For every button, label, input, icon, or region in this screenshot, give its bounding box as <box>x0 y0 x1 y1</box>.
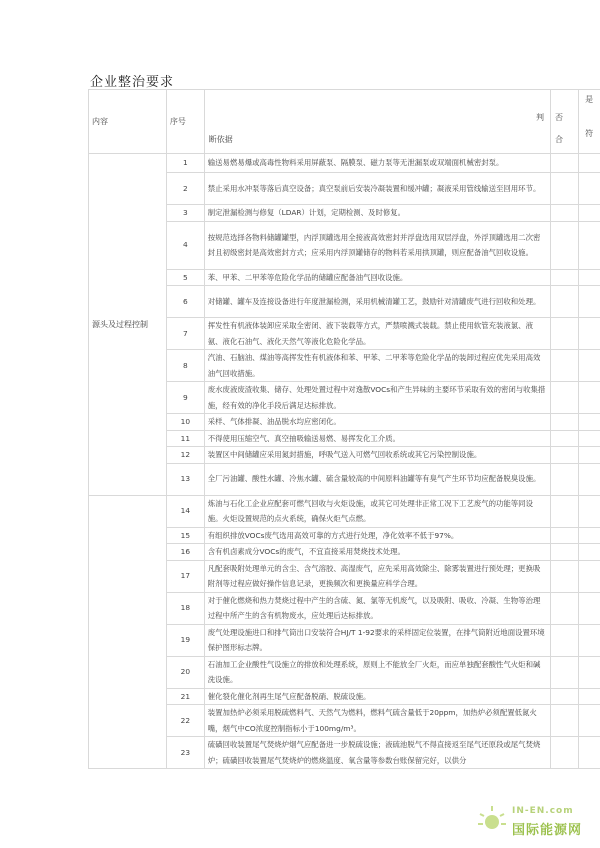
row-no-cell <box>551 350 579 382</box>
row-text: 苯、甲苯、二甲苯等危险化学品的储罐应配备油气回收设施。 <box>204 269 550 286</box>
row-text: 装置加热炉必须采用脱硫燃料气、天然气为燃料，燃料气硫含量低于20ppm，加热炉必须配置低氮火嘴，烟气中CO浓度控制指标小于100mg/m³。 <box>204 705 550 737</box>
row-no-cell <box>551 656 579 688</box>
row-number: 10 <box>166 414 204 431</box>
header-seq: 序号 <box>166 90 204 154</box>
row-no-cell <box>551 527 579 544</box>
row-no-cell <box>551 463 579 495</box>
row-number: 5 <box>166 269 204 286</box>
row-text: 按规范选择各物料储罐罐型，内浮顶罐选用全接液高效密封并浮盘选用双层浮盘，外浮顶罐选用二次密封且初级密封是高效密封方式；应采用内浮顶罐储存的物料若采用拱顶罐，则应配备油气回收设施。 <box>204 221 550 269</box>
row-yes-cell <box>579 592 600 624</box>
row-number: 16 <box>166 544 204 561</box>
row-yes-cell <box>579 173 600 205</box>
row-number: 3 <box>166 205 204 222</box>
header-no-cell <box>551 90 579 154</box>
watermark <box>470 800 590 840</box>
row-yes-cell <box>579 495 600 527</box>
row-number: 17 <box>166 560 204 592</box>
row-number: 19 <box>166 624 204 656</box>
header-content: 内容 <box>89 90 167 154</box>
row-yes-cell <box>579 286 600 318</box>
row-yes-cell <box>579 527 600 544</box>
row-number: 8 <box>166 350 204 382</box>
table-header-row <box>89 90 600 154</box>
row-yes-cell <box>579 737 600 769</box>
sun-logo-icon <box>476 804 508 836</box>
row-text: 装置区中间储罐应采用氮封措施，呼吸气送入可燃气回收系统或其它污染控制设施。 <box>204 447 550 464</box>
row-text: 废气处理设施进口和排气筒出口安装符合HJ/T 1-92要求的采样固定位装置，在排气筒附近地面设置环境保护图形标志牌。 <box>204 624 550 656</box>
row-number: 22 <box>166 705 204 737</box>
row-yes-cell <box>579 269 600 286</box>
watermark-line1: IN-EN.com <box>512 806 574 816</box>
header-basis-cell <box>204 90 550 154</box>
row-no-cell <box>551 221 579 269</box>
row-yes-cell <box>579 463 600 495</box>
row-no-cell <box>551 544 579 561</box>
row-number: 1 <box>166 154 204 173</box>
row-no-cell <box>551 382 579 414</box>
header-fu: 符 <box>585 129 594 138</box>
row-number: 11 <box>166 430 204 447</box>
row-no-cell <box>551 414 579 431</box>
table-row <box>89 495 600 527</box>
table-row <box>89 154 600 173</box>
row-yes-cell <box>579 205 600 222</box>
row-number: 7 <box>166 318 204 350</box>
row-number: 4 <box>166 221 204 269</box>
row-yes-cell <box>579 382 600 414</box>
category-cell-empty <box>89 495 167 769</box>
row-yes-cell <box>579 656 600 688</box>
row-text: 炼油与石化工企业应配套可燃气回收与火炬设施，或其它可处理非正常工况下工艺废气的功能等同设施。火炬设置规范的点火系统，确保火炬气点燃。 <box>204 495 550 527</box>
row-number: 15 <box>166 527 204 544</box>
row-yes-cell <box>579 544 600 561</box>
row-text: 汽油、石脑油、煤油等高挥发性有机液体和苯、甲苯、二甲苯等危险化学品的装卸过程应优先采用高效油气回收措施。 <box>204 350 550 382</box>
row-text: 采样、气体排凝、油品脱水均应密闭化。 <box>204 414 550 431</box>
row-text: 不得使用压缩空气、真空抽吸输送易燃、易挥发化工介质。 <box>204 430 550 447</box>
row-no-cell <box>551 737 579 769</box>
row-yes-cell <box>579 624 600 656</box>
row-number: 21 <box>166 688 204 705</box>
row-yes-cell <box>579 447 600 464</box>
row-no-cell <box>551 173 579 205</box>
row-no-cell <box>551 705 579 737</box>
row-no-cell <box>551 269 579 286</box>
row-text: 对储罐、罐车及连接设备进行年度泄漏检测，采用机械清罐工艺，鼓励针对清罐废气进行回收和处理。 <box>204 286 550 318</box>
row-text: 输送易燃易爆或高毒性物料采用屏蔽泵、隔膜泵、磁力泵等无泄漏泵或双端面机械密封泵。 <box>204 154 550 173</box>
row-number: 2 <box>166 173 204 205</box>
row-text: 全厂污油罐、酸性水罐、冷焦水罐、硫含量较高的中间原料油罐等有臭气产生环节均应配备脱臭设施。 <box>204 463 550 495</box>
row-no-cell <box>551 592 579 624</box>
row-text: 有组织排放VOCs废气选用高效可靠的方式进行处理，净化效率不低于97%。 <box>204 527 550 544</box>
header-yes-cell <box>579 90 600 154</box>
row-no-cell <box>551 495 579 527</box>
row-yes-cell <box>579 221 600 269</box>
row-number: 12 <box>166 447 204 464</box>
row-number: 23 <box>166 737 204 769</box>
row-number: 9 <box>166 382 204 414</box>
header-he: 合 <box>555 134 564 144</box>
row-no-cell <box>551 318 579 350</box>
row-yes-cell <box>579 414 600 431</box>
category-cell: 源头及过程控制 <box>89 154 167 496</box>
row-yes-cell <box>579 705 600 737</box>
row-yes-cell <box>579 318 600 350</box>
row-no-cell <box>551 205 579 222</box>
row-text: 禁止采用水冲泵等落后真空设备；真空泵前后安装冷凝装置和缓冲罐；凝液采用管线输送至回用环节。 <box>204 173 550 205</box>
row-yes-cell <box>579 560 600 592</box>
row-text: 含有机卤素成分VOCs的废气，不宜直接采用焚烧技术处理。 <box>204 544 550 561</box>
row-no-cell <box>551 560 579 592</box>
row-text: 石油加工企业酸性气设施立的排放和处理系统，原则上不能放全厂火炬，而应单独配套酸性气火炬和碱洗设施。 <box>204 656 550 688</box>
header-shi: 是 <box>585 95 594 104</box>
row-no-cell <box>551 624 579 656</box>
row-number: 13 <box>166 463 204 495</box>
row-text: 废水废液废渣收集、储存、处理处置过程中对逸散VOCs和产生异味的主要环节采取有效的密闭与收集措施，经有效的净化手段后满足达标排放。 <box>204 382 550 414</box>
row-number: 20 <box>166 656 204 688</box>
row-no-cell <box>551 688 579 705</box>
row-text: 硫磺回收装置尾气焚烧炉烟气应配备进一步脱硫设施；液硫池脱气不得直接返至尾气还原段或尾气焚烧炉；硫磺回收装置尾气焚烧炉的燃烧温度、氧含量等参数台账保留完好，以供分 <box>204 737 550 769</box>
row-no-cell <box>551 447 579 464</box>
watermark-line2: 国际能源网 <box>512 823 583 838</box>
header-fou: 否 <box>555 113 564 122</box>
row-yes-cell <box>579 688 600 705</box>
row-number: 14 <box>166 495 204 527</box>
header-basis: 断依据 <box>208 134 233 144</box>
row-number: 18 <box>166 592 204 624</box>
row-text: 催化裂化催化剂再生尾气应配备脱硝、脱硫设施。 <box>204 688 550 705</box>
row-no-cell <box>551 430 579 447</box>
row-yes-cell <box>579 154 600 173</box>
requirements-table <box>88 89 600 769</box>
row-text: 凡配套吸附处理单元的含尘、含气溶胶、高湿废气，应先采用高效除尘、除雾装置进行预处理；更换吸附剂等过程应做好操作信息记录，更换频次和更换量应科学合理。 <box>204 560 550 592</box>
row-text: 挥发性有机液体装卸应采取全密闭、液下装载等方式，严禁喷溅式装载。禁止使用软管充装液氯、液氨、液化石油气、液化天然气等液化危险化学品。 <box>204 318 550 350</box>
row-yes-cell <box>579 350 600 382</box>
row-yes-cell <box>579 430 600 447</box>
page-title: 企业整治要求 <box>90 75 175 90</box>
header-judge: 判 <box>536 113 545 122</box>
row-text: 对于催化燃烧和热力焚烧过程中产生的含硫、氮、氯等无机废气，以及吸附、吸收、冷凝、生物等治理过程中所产生的含有机物废水，应处理后达标排放。 <box>204 592 550 624</box>
row-number: 6 <box>166 286 204 318</box>
row-no-cell <box>551 286 579 318</box>
row-text: 制定泄漏检测与修复（LDAR）计划，定期检测、及时修复。 <box>204 205 550 222</box>
row-no-cell <box>551 154 579 173</box>
